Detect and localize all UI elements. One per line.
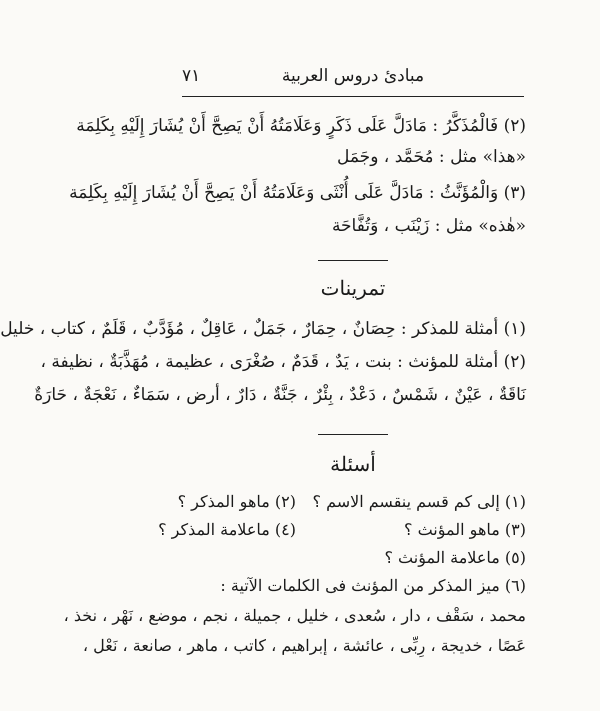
page-number: ٧١ [182,66,201,86]
question-1: (١) إلى كم قسم ينقسم الاسم ؟ [312,492,526,511]
question-6: (٦) ميز المذكر من المؤنث فى الكلمات الآتية : [220,576,526,595]
section-divider [318,260,388,261]
exercise-line: (٢) أمثلة للمؤنث : بنت ، يَدٌ ، قَدَمٌ ، صُغْرَى ، عظيمة ، مُهَذَّبَةٌ ، نظيفة ، [40,352,526,372]
question-3: (٣) ماهو المؤنث ؟ [404,520,526,539]
section-divider [318,434,388,435]
masculine-definition-line1: (٢) فَالْمُذَكَّرُ : مَادَلَّ عَلَى ذَكَرٍ وَعَلَامَتُهُ أَنْ يَصِحَّ أَنْ يُشَارَ إِلَيْهِ بِكَلِمَة [76,116,526,136]
running-title: مبادئ دروس العربية [281,66,425,86]
feminine-definition-line2: «هٰذه» مثل : زَيْنَب ، وَتُفَّاحَة [331,216,526,236]
word-list-line: عَصًا ، خديجة ، رِبِّى ، عائشة ، إبراهيم ، كاتب ، ماهر ، صانعة ، نَعْل ، [82,636,526,655]
page-header [182,66,524,96]
exercises-heading: تمرينات [320,276,386,300]
question-2: (٢) ماهو المذكر ؟ [177,492,296,511]
masculine-definition-line2: «هذا» مثل : مُحَمَّد ، وجَمَل [336,147,526,167]
header-divider [182,96,524,97]
questions-heading: أسئلة [330,452,376,476]
exercise-line: (١) أمثلة للمذكر : حِصَانٌ ، حِمَارٌ ، جَمَلٌ ، عَاقِلٌ ، مُؤَدَّبٌ ، قَلَمٌ ، كتاب ، خليل [0,319,526,339]
feminine-definition-line1: (٣) وَالْمُؤَنَّثُ : مَادَلَّ عَلَى أُنْثَى وَعَلَامَتُهُ أَنْ يَصِحَّ أَنْ يُشَارَ إِلَيْهِ بِكَلِمَة [69,183,526,203]
word-list-line: محمد ، سَقْف ، دار ، سُعدى ، خليل ، جميلة ، نجم ، موضع ، نَهْر ، نخذ ، [63,606,526,625]
question-5: (٥) ماعلامة المؤنث ؟ [384,548,526,567]
exercise-line: نَاقَةٌ ، عَيْنٌ ، شَمْسٌ ، دَعْدٌ ، بِئْرٌ ، جَنَّةٌ ، دَارٌ ، أرض ، سَمَاءٌ ، نَعْجَةٌ ، حَارَةٌ [34,385,526,405]
question-4: (٤) ماعلامة المذكر ؟ [158,520,296,539]
